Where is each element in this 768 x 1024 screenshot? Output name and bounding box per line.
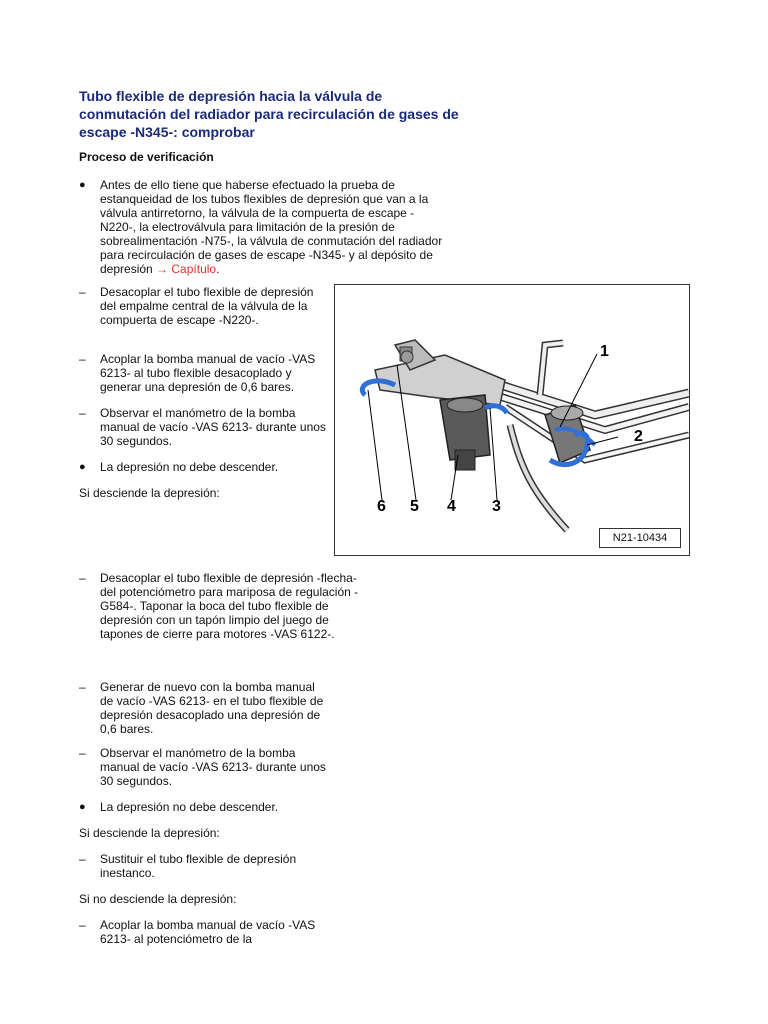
step-text: Acoplar la bomba manual de vacío -VAS 6213- al tubo flexible desacoplado y generar una depresión de 0,6 bares. xyxy=(100,352,316,394)
page-title: Tubo flexible de depresión hacia la válvula de conmutación del radiador para recirculación de gases de escape -N345-: comprobar xyxy=(79,88,459,140)
step-text: Desacoplar el tubo flexible de depresión del empalme central de la válvula de la compuerta de escape -N220-. xyxy=(100,285,314,327)
step-item xyxy=(79,571,359,641)
if-descends-label: Si desciende la depresión: xyxy=(79,826,220,840)
dash-marker: – xyxy=(79,285,86,299)
step-text: Observar el manómetro de la bomba manual de vacío -VAS 6213- durante unos 30 segundos. xyxy=(100,406,326,448)
dash-marker: – xyxy=(79,852,86,866)
callout-label: 2 xyxy=(634,428,643,445)
bullet-icon: ● xyxy=(79,179,86,191)
section-heading: Proceso de verificación xyxy=(79,150,214,164)
step-text: Desacoplar el tubo flexible de depresión -flecha- del potenciómetro para mariposa de regulación -G584-. Taponar la boca del tubo flexible de depresión con un tapón limpio del juego de tapones de cierre para motores -VAS 6122-. xyxy=(100,571,359,641)
step-item xyxy=(79,800,329,814)
bullet-icon: ● xyxy=(79,801,86,813)
callout-label: 5 xyxy=(410,498,419,515)
dash-marker: – xyxy=(79,406,86,420)
callout-label: 6 xyxy=(377,498,386,515)
step-item xyxy=(79,352,329,394)
intro-end: . xyxy=(216,262,220,276)
step-item xyxy=(79,406,329,448)
component-diagram xyxy=(334,284,690,556)
chapter-link[interactable]: → Capítulo xyxy=(156,262,217,276)
dash-marker: – xyxy=(79,680,86,694)
callout-label: 3 xyxy=(492,498,501,515)
step-text: La depresión no debe descender. xyxy=(100,800,279,814)
step-text: Acoplar la bomba manual de vacío -VAS 6213- al potenciómetro de la xyxy=(100,918,316,946)
dash-marker: – xyxy=(79,352,86,366)
bullet-icon: ● xyxy=(79,461,86,473)
step-item xyxy=(79,680,329,736)
step-item xyxy=(79,460,329,474)
step-item xyxy=(79,852,329,880)
dash-marker: – xyxy=(79,571,86,585)
step-item xyxy=(79,746,329,788)
callout-label: 1 xyxy=(600,343,609,360)
step-text: Generar de nuevo con la bomba manual de vacío -VAS 6213- en el tubo flexible de depresión desacoplado una depresión de 0,6 bares. xyxy=(100,680,324,736)
if-descends-label: Si desciende la depresión: xyxy=(79,486,220,500)
intro-item xyxy=(79,178,449,276)
intro-text: Antes de ello tiene que haberse efectuado la prueba de estanqueidad de los tubos flexibles de depresión que van a la válvula antirretorno, la válvula de la compuerta de escape -N220-, la electroválvula para limitación de la presión de sobrealimentación -N75-, la válvula de conmutación del radiador para recirculación de gases de escape -N345- y al depósito de depresión xyxy=(100,178,443,276)
engine-vacuum-hoses-illustration xyxy=(335,285,689,555)
if-not-descends-label: Si no desciende la depresión: xyxy=(79,892,237,906)
step-text: La depresión no debe descender. xyxy=(100,460,279,474)
dash-marker: – xyxy=(79,746,86,760)
step-text: Observar el manómetro de la bomba manual de vacío -VAS 6213- durante unos 30 segundos. xyxy=(100,746,326,788)
dash-marker: – xyxy=(79,918,86,932)
step-item xyxy=(79,285,319,327)
figure-id: N21-10434 xyxy=(599,528,681,548)
step-text: Sustituir el tubo flexible de depresión inestanco. xyxy=(100,852,297,880)
callout-label: 4 xyxy=(447,498,456,515)
step-item xyxy=(79,918,329,946)
